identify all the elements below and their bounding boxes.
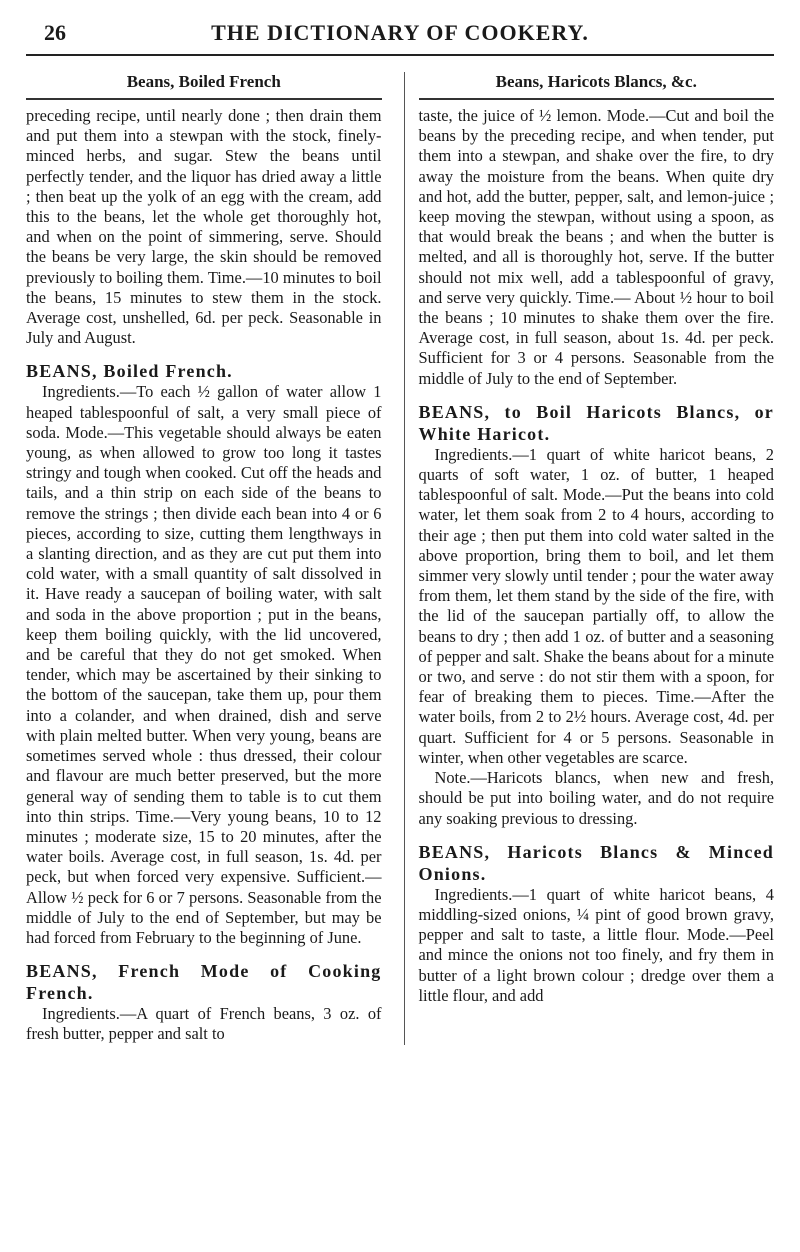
right-column	[404, 72, 775, 1045]
running-head: THE DICTIONARY OF COOKERY.	[211, 20, 589, 45]
page-number: 26	[44, 20, 66, 45]
recipe-text-french-mode: Ingredients.—A quart of French beans, 3 oz. of fresh butter, pepper and salt to	[26, 1004, 382, 1044]
left-column	[26, 72, 382, 1045]
left-column-rule	[26, 98, 382, 100]
recipe-note-haricots-blancs: Note.—Haricots blancs, when new and fresh, should be put into boiling water, and do not require any soaking previous to dressing.	[418, 768, 774, 828]
recipe-text-boiled-french: Ingredients.—To each ½ gallon of water allow 1 heaped tablespoonful of salt, a very small piece of soda. Mode.—This vegetable should always be eaten young, as when allowed to grow too long it tastes stringy and tough when cooked. Cut off the heads and tails, and a thin strip on each side of the beans to remove the strings ; then divide each bean into 4 or 6 pieces, according to size, cutting them lengthways in a slanting direction, and as they are cut put them into cold water, with a small quantity of salt dissolved in it. Have ready a saucepan of boiling water, with salt and soda in the above proportion ; put in the beans, keep them boiling quickly, with the lid uncovered, and be careful that they do not get smoked. When tender, which may be ascertained by their sinking to the bottom of the saucepan, take them up, pour them into a colander, and when drained, dish and serve with plain melted butter. When very young, beans are sometimes served whole : thus dressed, their colour and flavour are much better preserved, but the more general way of sending them to table is to cut them into thin strips. Time.—Very young beans, 10 to 12 minutes ; moderate size, 15 to 20 minutes, after the water boils. Average cost, in full season, 1s. 4d. per peck, but when forced very expensive. Sufficient.—Allow ½ peck for 6 or 7 persons. Seasonable from the middle of July to the end of September, but may be had forced from February to the beginning of June.	[26, 382, 382, 947]
left-continuation-text: preceding recipe, until nearly done ; then drain them and put them into a stewpan with the stock, finely-minced herbs, and sugar. Stew the beans until perfectly tender, and the liquor has dried away a little ; then beat up the yolk of an egg with the cream, add this to the beans, let the whole get thoroughly hot, and when on the point of simmering, serve. Should the beans be very large, the skin should be removed previously to boiling them. Time.—10 minutes to boil the beans, 15 minutes to stew them in the stock. Average cost, unshelled, 6d. per peck. Seasonable in July and August.	[26, 106, 382, 348]
right-column-rule	[419, 98, 775, 100]
header-rule	[26, 54, 774, 56]
recipe-title-boiled-french: BEANS, Boiled French.	[26, 361, 233, 382]
recipe-title-french-mode: BEANS, French Mode of Cooking French.	[26, 961, 382, 1004]
recipe-text-minced-onions: Ingredients.—1 quart of white haricot beans, 4 middling-sized onions, ¼ pint of good brown gravy, pepper and salt to taste, a little flour. Mode.—Peel and mince the onions not too finely, and fry them in butter of a light brown colour ; dredge over them a little flour, and add	[418, 884, 774, 1005]
right-continuation-text: taste, the juice of ½ lemon. Mode.—Cut and boil the beans by the preceding recipe, and when tender, put them into a stewpan, and shake over the fire, to dry away the moisture from the beans. When quite dry and hot, add the butter, pepper, salt, and lemon-juice ; keep moving the stewpan, without using a spoon, as that would break the beans ; and when the butter is melted, and all is thoroughly hot, serve. If the butter should not mix well, add a tablespoonful of gravy, and serve very quickly. Time.— About ½ hour to boil the beans ; 10 minutes to shake them over the fire. Average cost, in full season, about 1s. 4d. per peck. Sufficient for 3 or 4 persons. Seasonable from the middle of July to the end of September.	[418, 106, 774, 388]
right-column-heading: Beans, Haricots Blancs, &c.	[495, 72, 697, 91]
recipe-text-haricots-blancs: Ingredients.—1 quart of white haricot beans, 2 quarts of soft water, 1 oz. of butter, 1 heaped tablespoonful of salt. Mode.—Put the beans into cold water, let them soak from 2 to 4 hours, according to their age ; then put them into cold water salted in the above proportion, bring them to boil, and let them simmer very slowly until tender ; pour the water away from them, let them stand by the side of the fire, with the lid of the saucepan partially off, to allow the beans to dry ; then add 1 oz. of butter and a seasoning of pepper and salt. Shake the beans about for a minute or two, and serve : do not stir them with a spoon, for fear of breaking them to pieces. Time.—After the water boils, from 2 to 2½ hours. Average cost, 4d. per quart. Sufficient for 4 or 5 persons. Seasonable in winter, when other vegetables are scarce.	[418, 444, 774, 767]
page-header	[26, 18, 774, 58]
text-columns	[26, 72, 774, 1045]
recipe-title-minced-onions: BEANS, Haricots Blancs & Minced Onions.	[418, 841, 774, 884]
left-column-heading: Beans, Boiled French	[126, 72, 281, 91]
recipe-title-haricots-blancs: BEANS, to Boil Haricots Blancs, or White Haricot.	[418, 401, 774, 444]
